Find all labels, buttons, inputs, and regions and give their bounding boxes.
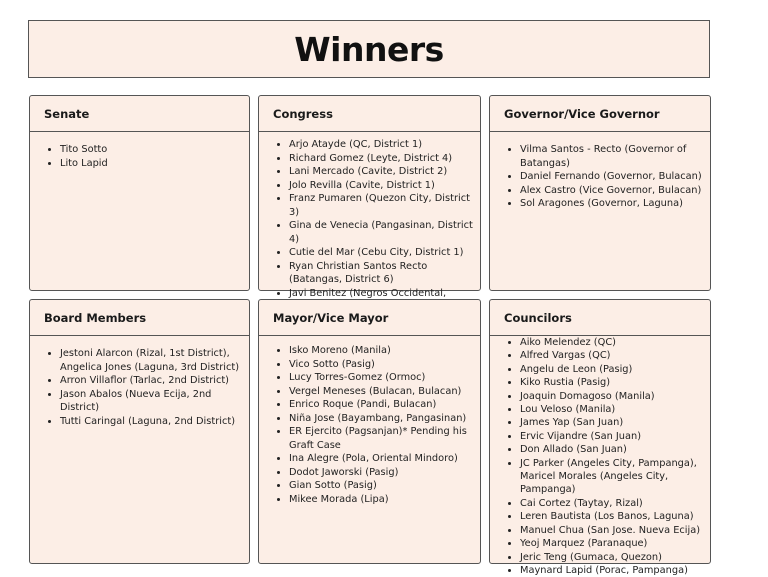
mayor-heading: Mayor/Vice Mayor <box>259 300 480 336</box>
list-item: • Enrico Roque (Pandi, Bulacan) <box>289 398 474 412</box>
list-item: • Tito Sotto <box>60 143 243 157</box>
list-item: • Dodot Jaworski (Pasig) <box>289 466 474 480</box>
congress-heading: Congress <box>259 96 480 132</box>
list-item: • Jeric Teng (Gumaca, Quezon) <box>520 551 708 564</box>
mayor-list <box>259 336 480 506</box>
list-item: • Maynard Lapid (Porac, Pampanga) <box>520 564 708 577</box>
list-item: • Lani Mercado (Cavite, District 2) <box>289 165 474 179</box>
list-item: • Javi Benitez (Negros Occidental, <box>289 287 474 314</box>
list-item: • Jestoni Alarcon (Rizal, 1st District), Angelica Jones (Laguna, 3rd District) <box>60 347 243 374</box>
congress-card <box>258 95 481 299</box>
list-item: • James Yap (San Juan) <box>520 416 708 429</box>
list-item: • Mikee Morada (Lipa) <box>289 493 474 507</box>
title-banner <box>28 20 710 78</box>
list-item: • Franz Pumaren (Quezon City, District 3) <box>289 192 474 219</box>
list-item: • Daniel Fernando (Governor, Bulacan) <box>520 170 704 184</box>
congress-list <box>259 132 480 314</box>
list-item: • Leren Bautista (Los Banos, Laguna) <box>520 510 708 523</box>
list-item: • Vergel Meneses (Bulacan, Bulacan) <box>289 385 474 399</box>
list-item: • Aiko Melendez (QC) <box>520 336 708 349</box>
list-item: • Tutti Caringal (Laguna, 2nd District) <box>60 415 243 429</box>
councilors-heading: Councilors <box>490 300 710 336</box>
mayor-card <box>258 299 481 564</box>
governor-heading: Governor/Vice Governor <box>490 96 710 132</box>
list-item: • Sol Aragones (Governor, Laguna) <box>520 197 704 211</box>
list-item: • Alfred Vargas (QC) <box>520 349 708 362</box>
list-item: • Kiko Rustia (Pasig) <box>520 376 708 389</box>
list-item: • Ervic Vijandre (San Juan) <box>520 430 708 443</box>
board-members-list <box>30 336 249 428</box>
list-item: • Richard Gomez (Leyte, District 4) <box>289 152 474 166</box>
list-item: • Cai Cortez (Taytay, Rizal) <box>520 497 708 510</box>
list-item: • ER Ejercito (Pagsanjan)* Pending his Graft Case <box>289 425 474 452</box>
list-item: • Jason Abalos (Nueva Ecija, 2nd District) <box>60 388 243 415</box>
list-item: • Alex Castro (Vice Governor, Bulacan) <box>520 184 704 198</box>
senate-list <box>30 132 249 170</box>
list-item: • Vilma Santos - Recto (Governor of Batangas) <box>520 143 704 170</box>
senate-heading: Senate <box>30 96 249 132</box>
list-item: • Lucy Torres-Gomez (Ormoc) <box>289 371 474 385</box>
list-item: • Cutie del Mar (Cebu City, District 1) <box>289 246 474 260</box>
page-title: Winners <box>294 29 444 69</box>
list-item: • Joaquin Domagoso (Manila) <box>520 390 708 403</box>
list-item: • Ina Alegre (Pola, Oriental Mindoro) <box>289 452 474 466</box>
senate-card <box>29 95 250 291</box>
list-item: • Gina de Venecia (Pangasinan, District 4) <box>289 219 474 246</box>
councilors-list <box>490 336 710 577</box>
list-item: • Isko Moreno (Manila) <box>289 344 474 358</box>
list-item: • Manuel Chua (San Jose. Nueva Ecija) <box>520 524 708 537</box>
list-item: • Yeoj Marquez (Paranaque) <box>520 537 708 550</box>
board-members-card <box>29 299 250 564</box>
list-item: • Lou Veloso (Manila) <box>520 403 708 416</box>
list-item: • Gian Sotto (Pasig) <box>289 479 474 493</box>
governor-list <box>490 132 710 211</box>
list-item: • Ryan Christian Santos Recto (Batangas, District 6) <box>289 260 474 287</box>
list-item: • Angelu de Leon (Pasig) <box>520 363 708 376</box>
list-item: • Jolo Revilla (Cavite, District 1) <box>289 179 474 193</box>
list-item: • Arjo Atayde (QC, District 1) <box>289 138 474 152</box>
list-item: • Lito Lapid <box>60 157 243 171</box>
list-item: • JC Parker (Angeles City, Pampanga), Maricel Morales (Angeles City, Pampanga) <box>520 457 708 497</box>
governor-card <box>489 95 711 291</box>
list-item: • Niña Jose (Bayambang, Pangasinan) <box>289 412 474 426</box>
board-members-heading: Board Members <box>30 300 249 336</box>
list-item: • Don Allado (San Juan) <box>520 443 708 456</box>
list-item: • Vico Sotto (Pasig) <box>289 358 474 372</box>
list-item: • Arron Villaflor (Tarlac, 2nd District) <box>60 374 243 388</box>
councilors-card <box>489 299 711 576</box>
